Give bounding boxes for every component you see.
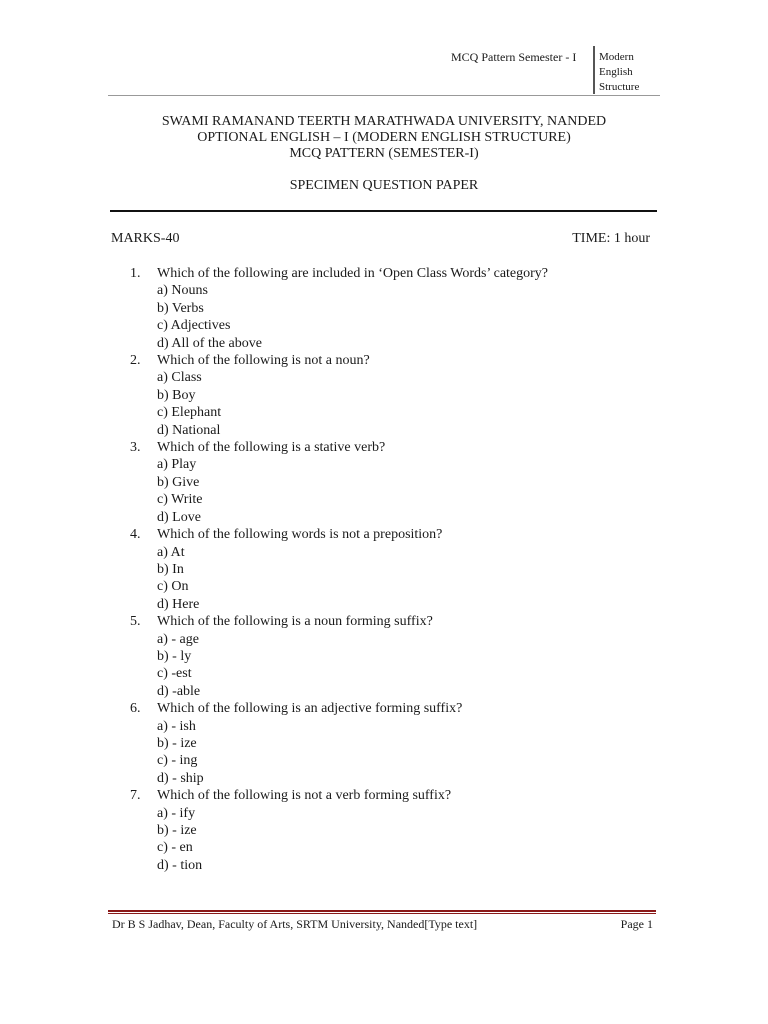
question-list — [130, 265, 650, 874]
footer-author: Dr B S Jadhav, Dean, Faculty of Arts, SRTM University, Nanded[Type text] — [112, 917, 478, 931]
answer-option: d) -able — [157, 683, 201, 699]
title-rule — [110, 210, 657, 212]
answer-option: a) - ify — [157, 805, 196, 821]
question-number: 6. — [130, 701, 141, 717]
answer-option: c) - ing — [157, 753, 198, 769]
answer-option: d) - ship — [157, 770, 204, 786]
question-number: 5. — [130, 614, 141, 630]
question-text: Which of the following is a noun forming suffix? — [157, 614, 433, 630]
document-title — [110, 114, 658, 162]
time-label: TIME: 1 hour — [572, 231, 650, 246]
answer-option: b) - ize — [157, 735, 197, 751]
header-right-text — [599, 50, 639, 95]
footer-rule — [108, 910, 656, 912]
header-rule — [108, 95, 660, 96]
header-right-line: Structure — [599, 81, 640, 93]
answer-option: a) - age — [157, 631, 199, 647]
marks-label: MARKS-40 — [111, 231, 180, 246]
answer-option: c) -est — [157, 666, 192, 682]
question-text: Which of the following words is not a preposition? — [157, 527, 443, 543]
answer-option: a) Class — [157, 370, 202, 386]
question-item — [130, 787, 650, 874]
answer-option: c) - en — [157, 840, 193, 856]
specimen-heading: SPECIMEN QUESTION PAPER — [289, 178, 479, 193]
question-stem — [130, 700, 650, 717]
question-item — [130, 352, 650, 439]
header-left-text: MCQ Pattern Semester - I — [451, 50, 577, 64]
answer-option: c) On — [157, 579, 189, 595]
question-text: Which of the following are included in ‘Open Class Words’ category? — [157, 266, 549, 281]
question-text: Which of the following is not a verb forming suffix? — [157, 788, 452, 804]
question-text: Which of the following is an adjective forming suffix? — [157, 701, 463, 717]
answer-option: d) Love — [157, 509, 201, 525]
question-text: Which of the following is not a noun? — [157, 353, 370, 369]
answer-option: a) - ish — [157, 718, 196, 734]
answer-option: b) In — [157, 561, 184, 577]
question-number: 7. — [130, 788, 141, 804]
answer-option: c) Adjectives — [157, 318, 231, 334]
question-stem — [130, 613, 650, 630]
answer-option: a) Play — [157, 457, 197, 473]
answer-option: d) Here — [157, 596, 200, 612]
answer-option: b) Give — [157, 474, 200, 490]
answer-option: a) Nouns — [157, 283, 208, 299]
header-divider — [593, 46, 595, 94]
question-item — [130, 526, 650, 613]
answer-option: c) Elephant — [157, 405, 222, 421]
answer-option: b) - ize — [157, 823, 197, 838]
answer-option: b) Verbs — [157, 300, 204, 316]
question-item — [130, 439, 650, 526]
page-number: Page 1 — [620, 917, 653, 931]
footer-rule-thin — [108, 913, 656, 914]
title-line-university: SWAMI RAMANAND TEERTH MARATHWADA UNIVERSITY, NANDED — [161, 114, 607, 129]
answer-option: a) At — [157, 544, 185, 560]
answer-option: b) - ly — [157, 648, 192, 664]
question-stem — [130, 787, 650, 804]
question-stem — [130, 439, 650, 456]
question-number: 2. — [130, 353, 141, 369]
question-stem — [130, 352, 650, 369]
title-line-pattern: MCQ PATTERN (SEMESTER-I) — [289, 146, 479, 161]
answer-option: c) Write — [157, 492, 203, 508]
question-item — [130, 265, 650, 352]
answer-option: d) - tion — [157, 857, 203, 873]
question-number: 4. — [130, 527, 141, 543]
question-item — [130, 613, 650, 700]
question-stem — [130, 265, 650, 282]
title-line-course: OPTIONAL ENGLISH – I (MODERN ENGLISH STRUCTURE) — [197, 130, 571, 145]
question-number: 3. — [130, 440, 141, 456]
header-right-line: English — [599, 66, 633, 78]
question-number: 1. — [130, 266, 141, 281]
answer-option: d) All of the above — [157, 335, 262, 351]
question-item — [130, 700, 650, 787]
answer-option: b) Boy — [157, 387, 196, 403]
header-right-line: Modern — [599, 51, 634, 63]
question-stem — [130, 526, 650, 543]
question-text: Which of the following is a stative verb? — [157, 440, 386, 456]
answer-option: d) National — [157, 422, 221, 438]
